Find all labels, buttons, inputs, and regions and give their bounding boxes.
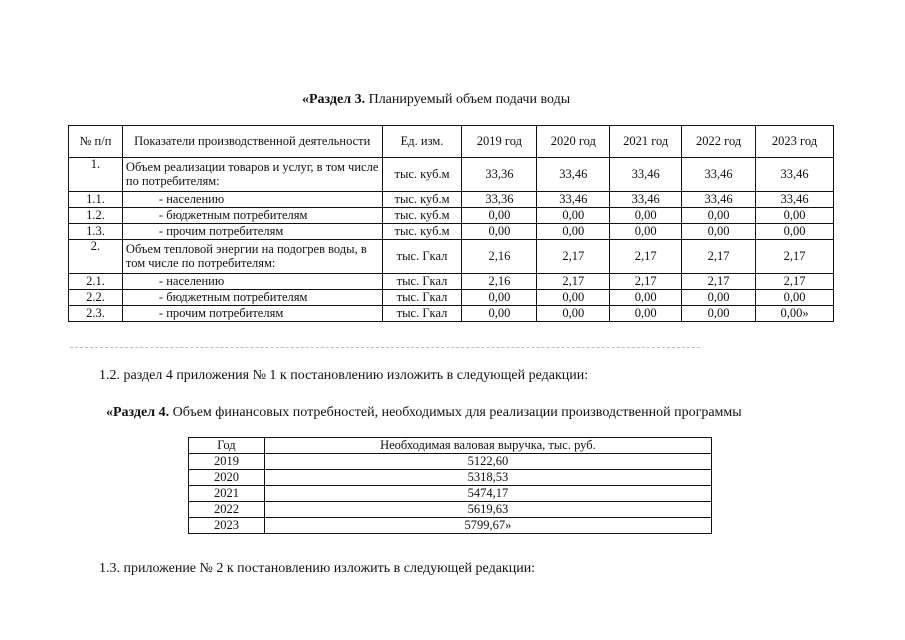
year-cell: 2023: [189, 518, 265, 534]
table-row: [69, 290, 834, 306]
table-header-row: [189, 438, 712, 454]
table-row: [189, 470, 712, 486]
row-num: 2.: [69, 240, 123, 274]
cell-value: 0,00: [537, 208, 610, 224]
cell-value: 0,00: [537, 290, 610, 306]
cell-value: 0,00: [756, 224, 834, 240]
cell-value: 2,17: [610, 274, 682, 290]
cell-value: 2,17: [756, 274, 834, 290]
cell-value: 2,16: [462, 274, 537, 290]
table-row: [69, 224, 834, 240]
cell-value: 0,00: [462, 290, 537, 306]
year-cell: 2022: [189, 502, 265, 518]
cell-value: 0,00: [462, 208, 537, 224]
row-num: 1.1.: [69, 192, 123, 208]
cell-value: 2,17: [682, 274, 756, 290]
col-header: Необходимая валовая выручка, тыс. руб.: [264, 438, 711, 454]
cell-value: 33,46: [756, 192, 834, 208]
cell-value: 33,46: [756, 158, 834, 192]
table-header-row: [69, 126, 834, 158]
cell-value: 33,46: [682, 158, 756, 192]
table-row: [69, 274, 834, 290]
row-unit: тыс. куб.м: [382, 224, 462, 240]
row-unit: тыс. куб.м: [382, 192, 462, 208]
section3-title-bold: «Раздел 3.: [302, 92, 366, 107]
table-row: [69, 240, 834, 274]
cell-value: 0,00: [756, 290, 834, 306]
cell-value: 0,00: [682, 306, 756, 322]
row-num: 1.: [69, 158, 123, 192]
cell-value: 0,00: [462, 306, 537, 322]
section4-title: [106, 405, 742, 421]
col-header: 2020 год: [537, 126, 610, 158]
table-row: [69, 158, 834, 192]
cell-value: 33,46: [537, 192, 610, 208]
cell-value: 0,00: [682, 290, 756, 306]
table-row: [69, 306, 834, 322]
row-num: 2.1.: [69, 274, 123, 290]
col-header: 2021 год: [610, 126, 682, 158]
cell-value: 0,00: [682, 224, 756, 240]
year-cell: 2019: [189, 454, 265, 470]
table-row: [69, 192, 834, 208]
col-header: 2022 год: [682, 126, 756, 158]
cell-value: 0,00: [537, 306, 610, 322]
cell-value: 2,17: [756, 240, 834, 274]
cell-value: 33,46: [610, 192, 682, 208]
revenue-cell: 5474,17: [264, 486, 711, 502]
table-row: [189, 454, 712, 470]
col-header: № п/п: [69, 126, 123, 158]
cell-value: 0,00: [610, 290, 682, 306]
col-header: 2023 год: [756, 126, 834, 158]
col-header: Год: [189, 438, 265, 454]
row-num: 1.2.: [69, 208, 123, 224]
row-unit: тыс. куб.м: [382, 208, 462, 224]
row-name: Объем реализации товаров и услуг, в том числе по потребителям:: [122, 158, 382, 192]
cell-value: 0,00: [537, 224, 610, 240]
row-name: - населению: [122, 192, 382, 208]
year-cell: 2020: [189, 470, 265, 486]
table-row: [189, 518, 712, 534]
cell-value: 33,46: [610, 158, 682, 192]
cell-value: 2,17: [537, 274, 610, 290]
cell-value: 33,36: [462, 192, 537, 208]
cell-value: 0,00: [756, 208, 834, 224]
col-header: Показатели производственной деятельности: [122, 126, 382, 158]
row-unit: тыс. Гкал: [382, 274, 462, 290]
financial-needs-table: [188, 437, 712, 534]
col-header: Ед. изм.: [382, 126, 462, 158]
cell-value: 33,46: [682, 192, 756, 208]
cell-value: 33,36: [462, 158, 537, 192]
section3-title-text: Планируемый объем подачи воды: [365, 92, 571, 107]
cell-value: 0,00: [610, 208, 682, 224]
row-name: - населению: [122, 274, 382, 290]
cell-value: 0,00: [682, 208, 756, 224]
col-header: 2019 год: [462, 126, 537, 158]
row-num: 2.3.: [69, 306, 123, 322]
cell-value: 0,00: [610, 224, 682, 240]
table-row: [69, 208, 834, 224]
cell-value: 0,00: [462, 224, 537, 240]
cell-value: 0,00: [610, 306, 682, 322]
water-supply-table: [68, 125, 834, 322]
row-name: - прочим потребителям: [122, 306, 382, 322]
section4-title-text: Объем финансовых потребностей, необходимых для реализации производственной программы: [169, 405, 742, 420]
row-name: - бюджетным потребителям: [122, 290, 382, 306]
cell-value: 2,16: [462, 240, 537, 274]
cell-value: 0,00»: [756, 306, 834, 322]
paragraph-1-3: 1.3. приложение № 2 к постановлению изложить в следующей редакции:: [99, 561, 536, 576]
cell-value: 33,46: [537, 158, 610, 192]
revenue-cell: 5619,63: [264, 502, 711, 518]
row-unit: тыс. Гкал: [382, 240, 462, 274]
row-name: Объем тепловой энергии на подогрев воды, в том числе по потребителям:: [122, 240, 382, 274]
row-unit: тыс. куб.м: [382, 158, 462, 192]
revenue-cell: 5318,53: [264, 470, 711, 486]
row-unit: тыс. Гкал: [382, 290, 462, 306]
revenue-cell: 5799,67»: [264, 518, 711, 534]
row-unit: тыс. Гкал: [382, 306, 462, 322]
row-num: 1.3.: [69, 224, 123, 240]
row-name: - прочим потребителям: [122, 224, 382, 240]
revenue-cell: 5122,60: [264, 454, 711, 470]
section4-title-bold: «Раздел 4.: [106, 405, 170, 420]
paragraph-1-2: 1.2. раздел 4 приложения № 1 к постановлению изложить в следующей редакции:: [99, 368, 589, 383]
row-num: 2.2.: [69, 290, 123, 306]
row-name: - бюджетным потребителям: [122, 208, 382, 224]
cell-value: 2,17: [610, 240, 682, 274]
table-row: [189, 502, 712, 518]
scan-artifact-line: [70, 347, 700, 348]
cell-value: 2,17: [682, 240, 756, 274]
year-cell: 2021: [189, 486, 265, 502]
table-row: [189, 486, 712, 502]
section3-title: [302, 92, 570, 108]
cell-value: 2,17: [537, 240, 610, 274]
